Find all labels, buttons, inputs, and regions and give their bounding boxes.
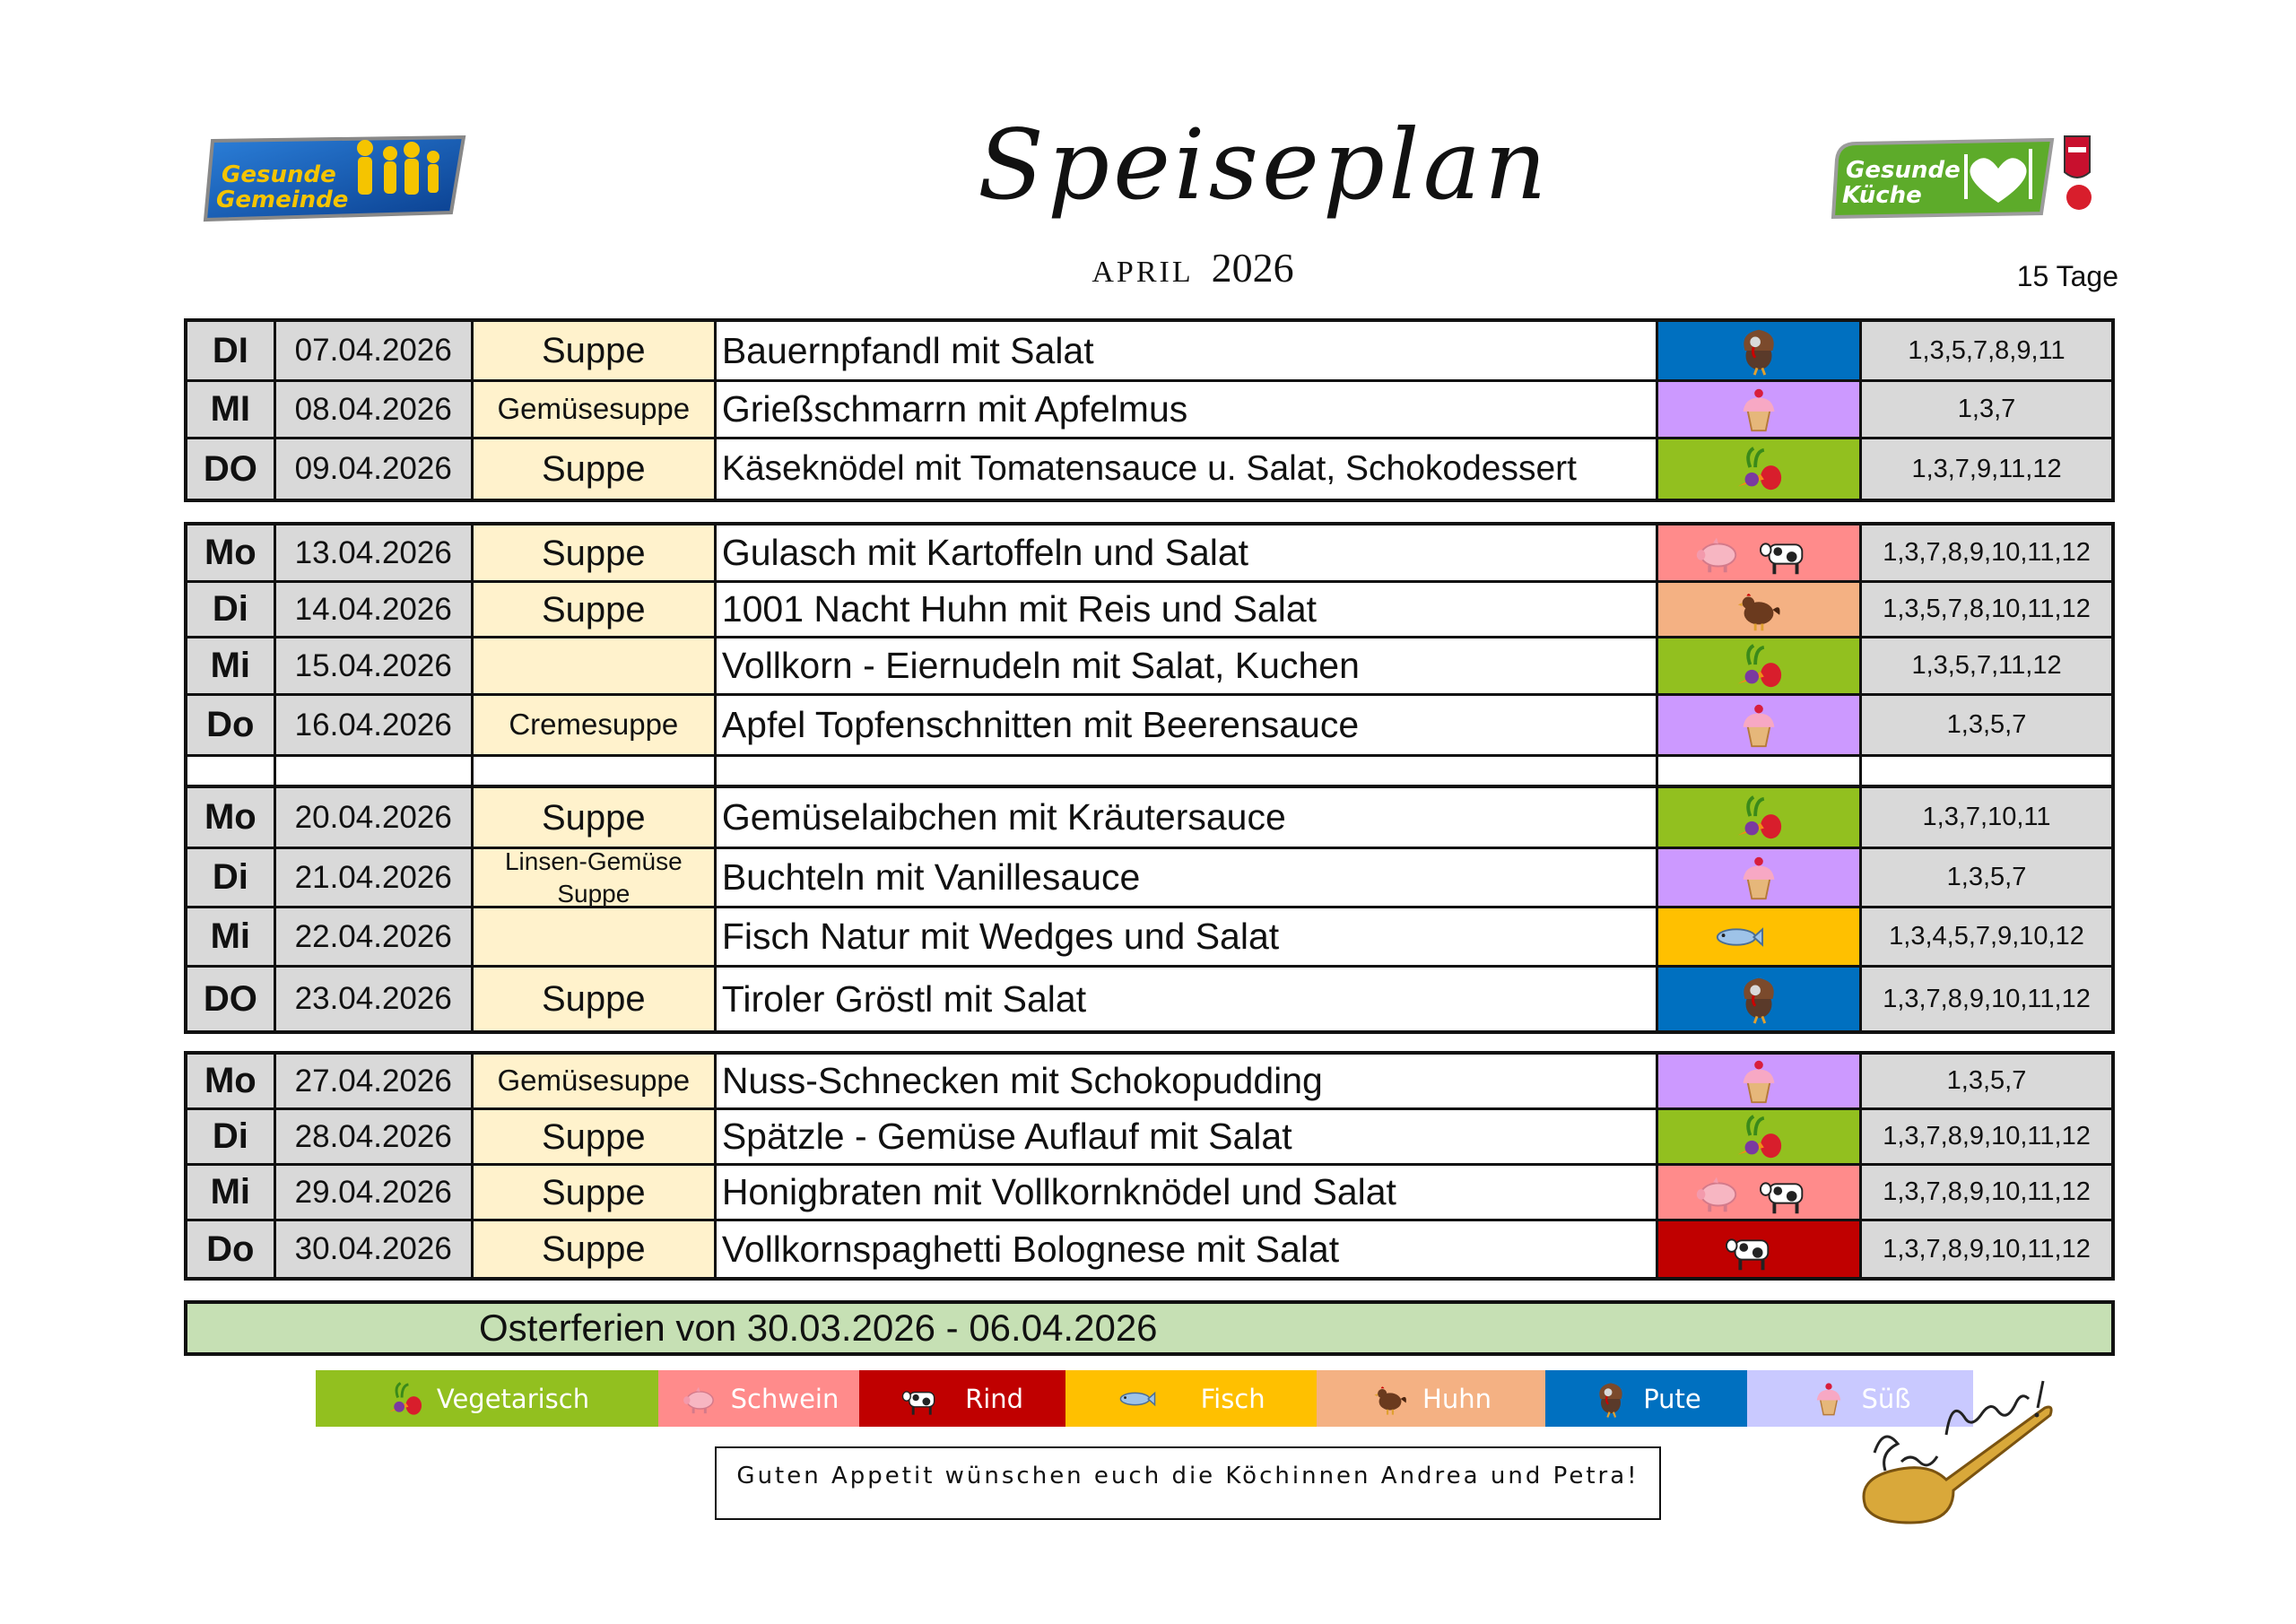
menu-row — [187, 1110, 2111, 1166]
soup-cell — [474, 638, 717, 693]
allergen-cell: 1,3,7,10,11 — [1862, 788, 2111, 847]
soup-cell: Gemüsesuppe — [474, 1055, 717, 1107]
pig-icon — [679, 1379, 718, 1419]
legend-pute — [1545, 1370, 1747, 1427]
menu-row — [187, 849, 2111, 908]
menu-row — [187, 382, 2111, 439]
chicken-icon — [1733, 584, 1785, 636]
meal-cell — [717, 757, 1658, 786]
day-cell: MI — [187, 382, 276, 437]
meal-cell: Tiroler Gröstl mit Salat — [717, 968, 1658, 1030]
cupcake-icon — [1733, 1055, 1785, 1107]
allergen-cell: 1,3,7,8,9,10,11,12 — [1862, 968, 2111, 1030]
legend-huhn — [1317, 1370, 1545, 1427]
menu-row — [187, 1166, 2111, 1221]
turkey-icon — [1591, 1379, 1631, 1419]
soup-cell — [474, 908, 717, 965]
date-cell — [276, 757, 474, 786]
day-cell: Mi — [187, 638, 276, 693]
legend-label: Vegetarisch — [436, 1383, 590, 1414]
meal-cell: Vollkorn - Eiernudeln mit Salat, Kuchen — [717, 638, 1658, 693]
day-cell — [187, 757, 276, 786]
chicken-icon — [1370, 1379, 1410, 1419]
cupcake-icon — [1733, 384, 1785, 436]
allergen-cell: 1,3,7,8,9,10,11,12 — [1862, 1221, 2111, 1277]
allergen-cell: 1,3,7,8,9,10,11,12 — [1862, 1110, 2111, 1163]
category-cell — [1658, 322, 1862, 379]
soup-cell: Suppe — [474, 1221, 717, 1277]
pig-icon — [1691, 1167, 1743, 1219]
category-cell — [1658, 757, 1862, 786]
soup-cell: Suppe — [474, 1166, 717, 1219]
soup-cell: Suppe — [474, 1110, 717, 1163]
category-cell — [1658, 638, 1862, 693]
meal-cell: Käseknödel mit Tomatensauce u. Salat, Schokodessert — [717, 439, 1658, 499]
soup-cell: Suppe — [474, 968, 717, 1030]
meal-cell: Vollkornspaghetti Bolognese mit Salat — [717, 1221, 1658, 1277]
footer-note: Guten Appetit wünschen euch die Köchinnen Andrea und Petra! — [715, 1446, 1661, 1520]
date-cell: 08.04.2026 — [276, 382, 474, 437]
category-cell — [1658, 1166, 1862, 1219]
menu-row — [187, 525, 2111, 583]
meal-cell: Gulasch mit Kartoffeln und Salat — [717, 525, 1658, 580]
legend-label: Rind — [965, 1383, 1024, 1414]
category-cell — [1658, 968, 1862, 1030]
bon-appetit-spoon-icon — [1848, 1372, 2063, 1529]
allergen-cell — [1862, 757, 2111, 786]
svg-text:Gesunde: Gesunde — [1846, 157, 1961, 184]
category-cell — [1658, 382, 1862, 437]
category-cell — [1658, 1110, 1862, 1163]
date-cell: 07.04.2026 — [276, 322, 474, 379]
soup-cell: Suppe — [474, 583, 717, 636]
allergen-cell: 1,3,4,5,7,9,10,12 — [1862, 908, 2111, 965]
day-cell: Do — [187, 696, 276, 754]
legend-fisch — [1065, 1370, 1317, 1427]
fish-icon — [1117, 1379, 1187, 1419]
menu-row — [187, 1055, 2111, 1110]
legend-rind — [859, 1370, 1065, 1427]
allergen-cell: 1,3,7,8,9,10,11,12 — [1862, 1166, 2111, 1219]
category-cell — [1658, 1055, 1862, 1107]
gesunde-gemeinde-logo — [202, 130, 471, 229]
date-cell: 29.04.2026 — [276, 1166, 474, 1219]
date-cell: 23.04.2026 — [276, 968, 474, 1030]
day-cell: Mi — [187, 908, 276, 965]
day-cell: Mo — [187, 788, 276, 847]
week-table — [184, 318, 2115, 502]
meal-cell: Spätzle - Gemüse Auflauf mit Salat — [717, 1110, 1658, 1163]
fish-icon — [1712, 911, 1805, 963]
category-cell — [1658, 583, 1862, 636]
soup-cell: Suppe — [474, 788, 717, 847]
allergen-cell: 1,3,5,7,8,10,11,12 — [1862, 583, 2111, 636]
category-cell — [1658, 696, 1862, 754]
cow-icon — [1759, 527, 1826, 579]
date-cell: 28.04.2026 — [276, 1110, 474, 1163]
meal-cell: Fisch Natur mit Wedges und Salat — [717, 908, 1658, 965]
date-cell: 22.04.2026 — [276, 908, 474, 965]
cow-icon — [1725, 1223, 1792, 1275]
turkey-icon — [1733, 325, 1785, 377]
day-cell: Di — [187, 583, 276, 636]
category-cell — [1658, 525, 1862, 580]
duration-label: 15 Tage — [2016, 260, 2118, 292]
pig-icon — [1691, 527, 1743, 579]
legend-label: Pute — [1643, 1383, 1701, 1414]
menu-row — [187, 439, 2111, 499]
vegetables-icon — [1733, 1111, 1785, 1163]
spacer-row — [187, 757, 2111, 786]
page-title: Speiseplan — [978, 109, 1551, 221]
date-cell: 20.04.2026 — [276, 788, 474, 847]
menu-row — [187, 322, 2111, 382]
year-label: 2026 — [1211, 245, 1294, 291]
legend-label: Süß — [1861, 1383, 1911, 1414]
soup-cell: Suppe — [474, 525, 717, 580]
meal-cell: Nuss-Schnecken mit Schokopudding — [717, 1055, 1658, 1107]
allergen-cell: 1,3,5,7 — [1862, 1055, 2111, 1107]
day-cell: DO — [187, 439, 276, 499]
month-year — [987, 244, 1399, 291]
date-cell: 21.04.2026 — [276, 849, 474, 906]
allergen-cell: 1,3,7,8,9,10,11,12 — [1862, 525, 2111, 580]
week-table — [184, 785, 2115, 1034]
cupcake-icon — [1733, 852, 1785, 904]
day-cell: Di — [187, 1110, 276, 1163]
day-cell: Mo — [187, 1055, 276, 1107]
allergen-cell: 1,3,5,7,8,9,11 — [1862, 322, 2111, 379]
vegetables-icon — [385, 1379, 424, 1419]
legend-vegetarisch — [316, 1370, 658, 1427]
soup-cell — [474, 757, 717, 786]
category-cell — [1658, 1221, 1862, 1277]
day-cell: DI — [187, 322, 276, 379]
svg-text:Küche: Küche — [1842, 182, 1922, 209]
category-cell — [1658, 908, 1862, 965]
menu-row — [187, 1221, 2111, 1277]
day-cell: Mi — [187, 1166, 276, 1219]
menu-row — [187, 696, 2111, 757]
allergen-cell: 1,3,5,7 — [1862, 696, 2111, 754]
date-cell: 16.04.2026 — [276, 696, 474, 754]
day-cell: DO — [187, 968, 276, 1030]
meal-cell: Gemüselaibchen mit Kräutersauce — [717, 788, 1658, 847]
date-cell: 15.04.2026 — [276, 638, 474, 693]
category-legend — [316, 1370, 1973, 1427]
meal-cell: Bauernpfandl mit Salat — [717, 322, 1658, 379]
meal-cell: 1001 Nacht Huhn mit Reis und Salat — [717, 583, 1658, 636]
legend-schwein — [658, 1370, 859, 1427]
soup-cell: Cremesuppe — [474, 696, 717, 754]
soup-cell: Linsen-Gemüse Suppe — [474, 849, 717, 906]
soup-cell: Suppe — [474, 322, 717, 379]
vegetables-icon — [1733, 792, 1785, 844]
menu-row — [187, 968, 2111, 1030]
allergen-cell: 1,3,7 — [1862, 382, 2111, 437]
holiday-banner: Osterferien von 30.03.2026 - 06.04.2026 — [184, 1300, 2115, 1356]
category-cell — [1658, 788, 1862, 847]
week-table — [184, 1051, 2115, 1281]
cow-icon — [1759, 1167, 1826, 1219]
date-cell: 30.04.2026 — [276, 1221, 474, 1277]
soup-cell: Gemüsesuppe — [474, 382, 717, 437]
cow-icon — [901, 1379, 952, 1419]
meal-cell: Buchteln mit Vanillesauce — [717, 849, 1658, 906]
date-cell: 09.04.2026 — [276, 439, 474, 499]
svg-text:Gemeinde: Gemeinde — [216, 187, 349, 213]
meal-cell: Apfel Topfenschnitten mit Beerensauce — [717, 696, 1658, 754]
allergen-cell: 1,3,5,7 — [1862, 849, 2111, 906]
menu-row — [187, 583, 2111, 638]
date-cell: 14.04.2026 — [276, 583, 474, 636]
date-cell: 27.04.2026 — [276, 1055, 474, 1107]
soup-cell: Suppe — [474, 439, 717, 499]
month-label: APRIL — [1091, 256, 1194, 289]
vegetables-icon — [1733, 443, 1785, 495]
legend-label: Huhn — [1422, 1383, 1492, 1414]
day-cell: Mo — [187, 525, 276, 580]
meal-cell: Grießschmarrn mit Apfelmus — [717, 382, 1658, 437]
cupcake-icon — [1809, 1379, 1848, 1419]
svg-text:Gesunde: Gesunde — [222, 161, 336, 188]
category-cell — [1658, 849, 1862, 906]
allergen-cell: 1,3,7,9,11,12 — [1862, 439, 2111, 499]
menu-row — [187, 638, 2111, 696]
menu-row — [187, 788, 2111, 849]
day-cell: Do — [187, 1221, 276, 1277]
turkey-icon — [1733, 973, 1785, 1025]
legend-label: Fisch — [1200, 1383, 1265, 1414]
menu-row — [187, 908, 2111, 968]
category-cell — [1658, 439, 1862, 499]
day-cell: Di — [187, 849, 276, 906]
cupcake-icon — [1733, 699, 1785, 751]
legend-label: Schwein — [730, 1383, 839, 1414]
gesunde-kueche-logo — [1830, 133, 2108, 222]
week-table — [184, 522, 2115, 790]
allergen-cell: 1,3,5,7,11,12 — [1862, 638, 2111, 693]
meal-cell: Honigbraten mit Vollkornknödel und Salat — [717, 1166, 1658, 1219]
date-cell: 13.04.2026 — [276, 525, 474, 580]
vegetables-icon — [1733, 640, 1785, 692]
